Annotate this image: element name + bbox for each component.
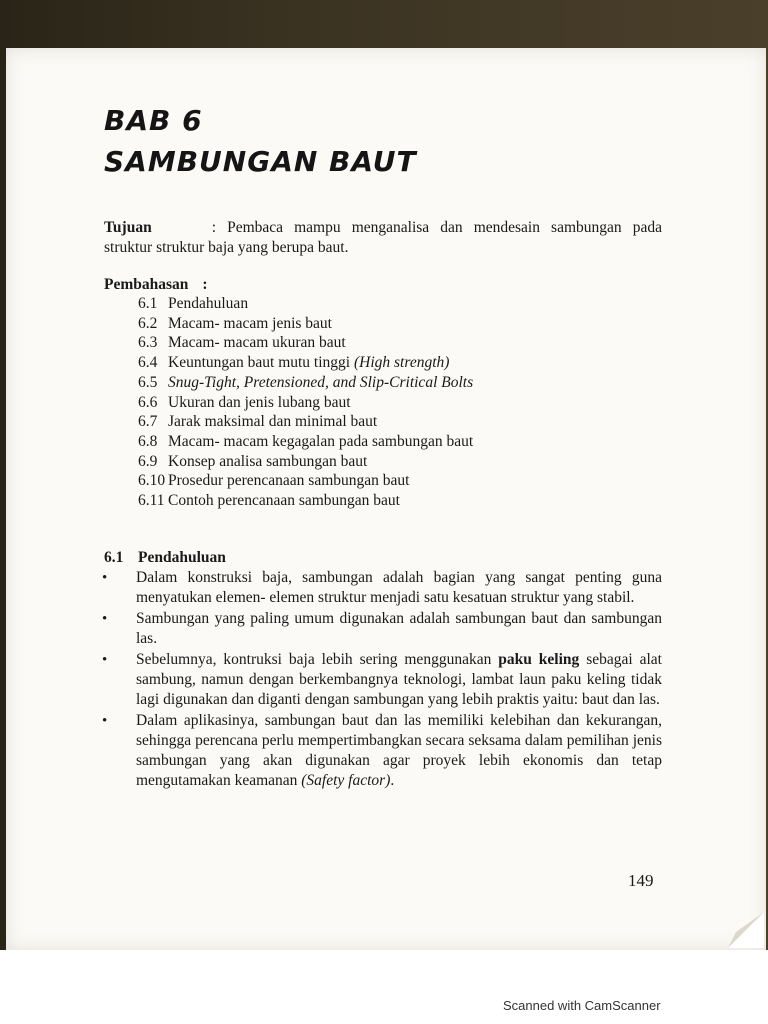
toc-item <box>138 412 473 432</box>
objective-text: Pembaca mampu menganalisa dan mendesain sambungan pada struktur struktur baja yang berupa baut. <box>104 219 662 256</box>
toc-item-label: Macam- macam ukuran baut <box>168 334 346 352</box>
toc-item-label: Konsep analisa sambungan baut <box>168 452 368 470</box>
bullet-text: Dalam konstruksi baja, sambungan adalah bagian yang sangat penting guna menyatukan elemen- elemen struktur menjadi satu kesatuan struktur yang stabil. <box>136 569 662 606</box>
objective-separator: : <box>211 219 217 236</box>
bullet-text: Sebelumnya, kontruksi baja lebih sering menggunakan <box>136 651 499 668</box>
toc-item <box>138 314 473 334</box>
section-number: 6.1 <box>104 549 124 566</box>
toc-item <box>138 393 473 413</box>
toc-item-italic-label: Snug-Tight, Pretensioned, and Slip-Critical Bolts <box>168 373 474 391</box>
bullet-icon: • <box>102 570 108 586</box>
toc-item-number: 6.6 <box>138 393 158 411</box>
discussion-separator: : <box>202 276 208 293</box>
toc-item <box>138 353 473 373</box>
bullet-text: sebagai alat sambung, namun dengan berkembangnya teknologi, lambat laun paku keling tidak lagi digunakan dan diganti dengan sambungan yang lebih praktis yaitu: baut dan las. <box>136 651 662 708</box>
toc-item <box>138 471 473 491</box>
bullet-text: . <box>390 772 395 789</box>
toc-item-number: 6.1 <box>138 295 158 312</box>
bullet-icon: • <box>102 652 108 668</box>
toc-item-label: Prosedur perencanaan sambungan baut <box>168 472 410 490</box>
toc-item <box>138 452 473 472</box>
bullet-text: Dalam aplikasinya, sambungan baut dan las memiliki kelebihan dan kekurangan, sehingga perencana perlu mempertimbangkan secara seksama dalam pemilihan jenis sambungan yang akan digunakan agar proyek lebih ekonomis dan tetap mengutamakan keamanan <box>136 712 662 789</box>
toc-item-label: Pendahuluan <box>168 295 249 312</box>
toc-item <box>138 491 473 511</box>
section-heading <box>104 549 226 567</box>
bullet-item <box>100 711 662 791</box>
chapter-title: SAMBUNGAN BAUT <box>104 145 417 178</box>
bullet-icon: • <box>102 611 108 627</box>
page-number: 149 <box>628 871 654 890</box>
toc-item-number: 6.9 <box>138 452 158 470</box>
toc-item-number: 6.7 <box>138 413 158 431</box>
bullet-item <box>100 609 662 649</box>
bullet-text: (Safety factor) <box>301 772 391 789</box>
chapter-number: BAB 6 <box>104 104 203 137</box>
toc-item <box>138 294 473 314</box>
bullet-icon: • <box>102 713 108 729</box>
toc-item-number: 6.11 <box>138 492 165 510</box>
toc-item-number: 6.4 <box>138 354 158 372</box>
toc-item <box>138 373 473 393</box>
bullet-text: Sambungan yang paling umum digunakan adalah sambungan baut dan sambungan las. <box>136 610 662 647</box>
toc-item-number: 6.3 <box>138 334 158 352</box>
objective-label: Tujuan <box>104 219 152 236</box>
bullet-item <box>100 568 662 608</box>
toc-item <box>138 432 473 452</box>
section-title: Pendahuluan <box>138 549 226 566</box>
toc-item-italic-label: (High strength) <box>353 354 450 372</box>
bullet-item <box>100 650 662 710</box>
toc-item-label: Jarak maksimal dan minimal baut <box>168 413 378 431</box>
page-curl-icon <box>728 912 764 948</box>
toc-item <box>138 333 473 353</box>
toc-item-number: 6.2 <box>138 314 158 332</box>
table-of-contents <box>138 294 473 511</box>
bullet-list <box>100 568 662 792</box>
discussion-heading <box>104 275 662 295</box>
toc-item-label: Keuntungan baut mutu tinggi <box>168 354 354 372</box>
toc-item-label: Macam- macam jenis baut <box>168 314 332 332</box>
toc-item-label: Ukuran dan jenis lubang baut <box>168 393 351 411</box>
discussion-label: Pembahasan <box>104 276 189 293</box>
bullet-text: paku keling <box>498 651 580 668</box>
toc-item-label: Contoh perencanaan sambungan baut <box>168 492 400 510</box>
objective-paragraph <box>104 218 662 258</box>
toc-item-label: Macam- macam kegagalan pada sambungan baut <box>168 432 474 450</box>
toc-item-number: 6.5 <box>138 373 158 391</box>
toc-item-number: 6.10 <box>138 472 166 490</box>
toc-item-number: 6.8 <box>138 432 158 450</box>
scanner-watermark: Scanned with CamScanner <box>503 998 661 1013</box>
